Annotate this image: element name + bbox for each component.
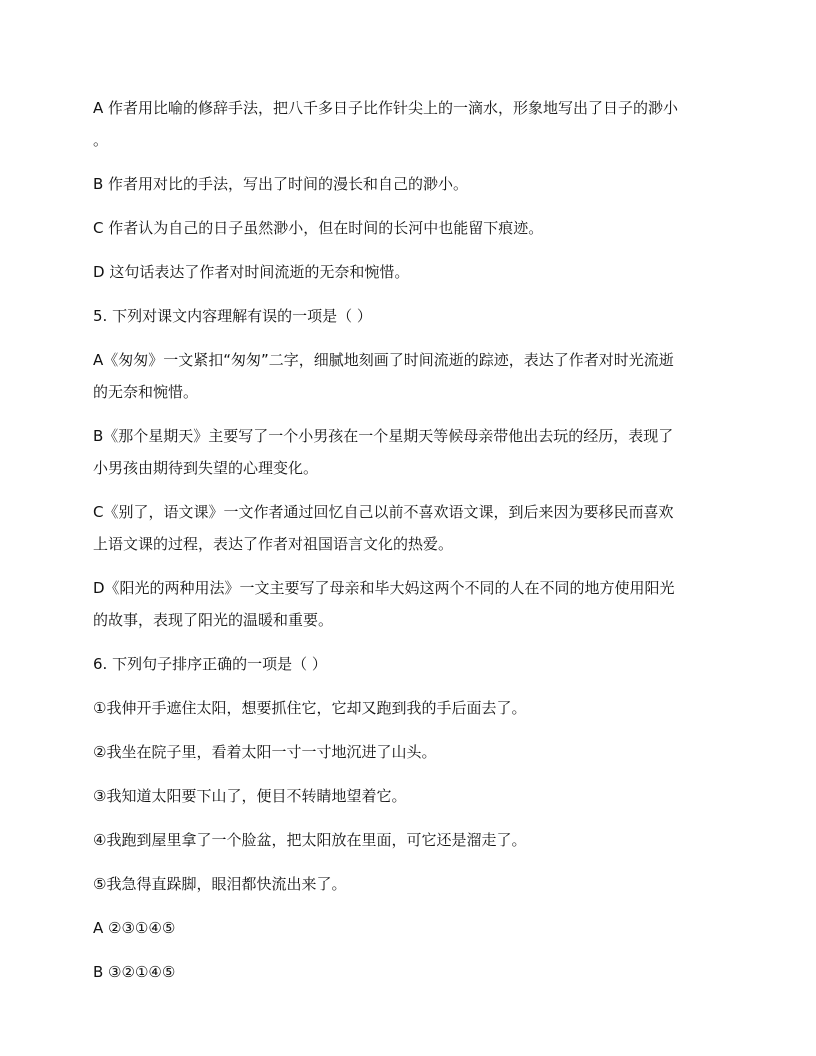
q6-option-b: B ③②①④⑤ [93,963,176,981]
document-page [93,92,725,1000]
q6-sentence-5: ⑤我急得直跺脚，眼泪都快流出来了。 [93,875,347,893]
q5-option-b-line-2: 小男孩由期待到失望的心理变化。 [93,459,319,477]
q5-option-a-line-1: A《匆匆》一文紧扣“匆匆”二字，细腻地刻画了时间流逝的踪迹，表达了作者对时光流逝 [93,351,674,369]
q5-option-a [93,344,725,408]
q6-sentence-3: ③我知道太阳要下山了，便目不转睛地望着它。 [93,787,407,805]
q4-option-d: D 这句话表达了作者对时间流逝的无奈和惋惜。 [93,263,410,281]
q6-sentence-2: ②我坐在院子里，看着太阳一寸一寸地沉进了山头。 [93,743,437,761]
q5-option-c-line-2: 上语文课的过程，表达了作者对祖国语言文化的热爱。 [93,535,454,553]
q4-option-b: B 作者用对比的手法，写出了时间的漫长和自己的渺小。 [93,175,469,193]
q5-option-b-line-1: B《那个星期天》主要写了一个小男孩在一个星期天等候母亲带他出去玩的经历，表现了 [93,427,674,445]
q5-option-d [93,572,725,636]
q6-sentence-1: ①我伸开手遮住太阳，想要抓住它，它却又跑到我的手后面去了。 [93,699,527,717]
q6-option-a: A ②③①④⑤ [93,919,176,937]
q5-stem: 5. 下列对课文内容理解有误的一项是（ ） [93,307,372,325]
q4-option-c: C 作者认为自己的日子虽然渺小，但在时间的长河中也能留下痕迹。 [93,219,544,237]
q4-option-a-line-1: A 作者用比喻的修辞手法，把八千多日子比作针尖上的一滴水，形象地写出了日子的渺小 [93,99,679,117]
q5-option-d-line-2: 的故事，表现了阳光的温暖和重要。 [93,611,334,629]
q5-option-c [93,496,725,560]
q5-option-c-line-1: C《别了，语文课》一文作者通过回忆自己以前不喜欢语文课，到后来因为要移民而喜欢 [93,503,674,521]
q6-sentence-4: ④我跑到屋里拿了一个脸盆，把太阳放在里面，可它还是溜走了。 [93,831,527,849]
q4-option-a [93,92,725,156]
q5-option-a-line-2: 的无奈和惋惜。 [93,383,199,401]
q5-option-d-line-1: D《阳光的两种用法》一文主要写了母亲和毕大妈这两个不同的人在不同的地方使用阳光 [93,579,675,597]
q5-option-b [93,420,725,484]
q4-option-a-line-2: 。 [93,131,109,149]
q6-stem: 6. 下列句子排序正确的一项是（ ） [93,655,327,673]
